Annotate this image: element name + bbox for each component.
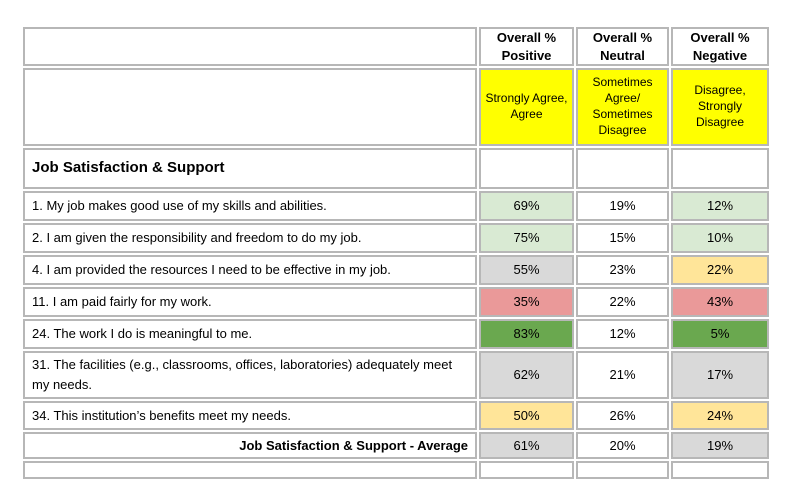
header-overall-positive: Overall % Positive: [479, 27, 574, 66]
header-empty-cell: [23, 27, 477, 66]
question-cell: 11. I am paid fairly for my work.: [23, 287, 477, 317]
negative-value-cell: 17%: [671, 351, 769, 399]
positive-value-cell: 50%: [479, 401, 574, 430]
header-scale-positive: Strongly Agree, Agree: [479, 68, 574, 146]
neutral-value-cell: 23%: [576, 255, 669, 285]
empty-cell: [23, 461, 477, 479]
header-scale-negative: Disagree, Strongly Disagree: [671, 68, 769, 146]
negative-value-cell: 10%: [671, 223, 769, 253]
header-row-scale: [23, 68, 769, 146]
positive-value-cell: 35%: [479, 287, 574, 317]
average-negative-cell: 19%: [671, 432, 769, 459]
negative-value-cell: 12%: [671, 191, 769, 221]
survey-results-table: [21, 25, 771, 481]
empty-cell: [671, 461, 769, 479]
question-cell: 24. The work I do is meaningful to me.: [23, 319, 477, 349]
neutral-value-cell: 19%: [576, 191, 669, 221]
question-cell: 31. The facilities (e.g., classrooms, offices, laboratories) adequately meet my needs.: [23, 351, 477, 399]
section-empty-cell: [576, 148, 669, 189]
neutral-value-cell: 12%: [576, 319, 669, 349]
positive-value-cell: 83%: [479, 319, 574, 349]
header-scale-neutral: Sometimes Agree/ Sometimes Disagree: [576, 68, 669, 146]
negative-value-cell: 5%: [671, 319, 769, 349]
neutral-value-cell: 22%: [576, 287, 669, 317]
negative-value-cell: 22%: [671, 255, 769, 285]
table-row: [23, 255, 769, 285]
average-neutral-cell: 20%: [576, 432, 669, 459]
negative-value-cell: 24%: [671, 401, 769, 430]
table-row: [23, 401, 769, 430]
question-cell: 4. I am provided the resources I need to be effective in my job.: [23, 255, 477, 285]
average-label: Job Satisfaction & Support - Average: [23, 432, 477, 459]
header-row-overall: [23, 27, 769, 66]
question-cell: 2. I am given the responsibility and freedom to do my job.: [23, 223, 477, 253]
positive-value-cell: 62%: [479, 351, 574, 399]
positive-value-cell: 55%: [479, 255, 574, 285]
neutral-value-cell: 15%: [576, 223, 669, 253]
negative-value-cell: 43%: [671, 287, 769, 317]
table-row: [23, 351, 769, 399]
table-row: [23, 191, 769, 221]
average-row: [23, 432, 769, 459]
header-overall-negative: Overall % Negative: [671, 27, 769, 66]
question-cell: 34. This institution’s benefits meet my needs.: [23, 401, 477, 430]
question-cell: 1. My job makes good use of my skills and abilities.: [23, 191, 477, 221]
section-empty-cell: [671, 148, 769, 189]
positive-value-cell: 69%: [479, 191, 574, 221]
partial-next-row: [23, 461, 769, 479]
section-empty-cell: [479, 148, 574, 189]
header-empty-cell: [23, 68, 477, 146]
positive-value-cell: 75%: [479, 223, 574, 253]
section-title: Job Satisfaction & Support: [23, 148, 477, 189]
neutral-value-cell: 26%: [576, 401, 669, 430]
average-positive-cell: 61%: [479, 432, 574, 459]
neutral-value-cell: 21%: [576, 351, 669, 399]
empty-cell: [479, 461, 574, 479]
empty-cell: [576, 461, 669, 479]
table-row: [23, 223, 769, 253]
section-header-row: [23, 148, 769, 189]
table-row: [23, 287, 769, 317]
table-row: [23, 319, 769, 349]
header-overall-neutral: Overall % Neutral: [576, 27, 669, 66]
